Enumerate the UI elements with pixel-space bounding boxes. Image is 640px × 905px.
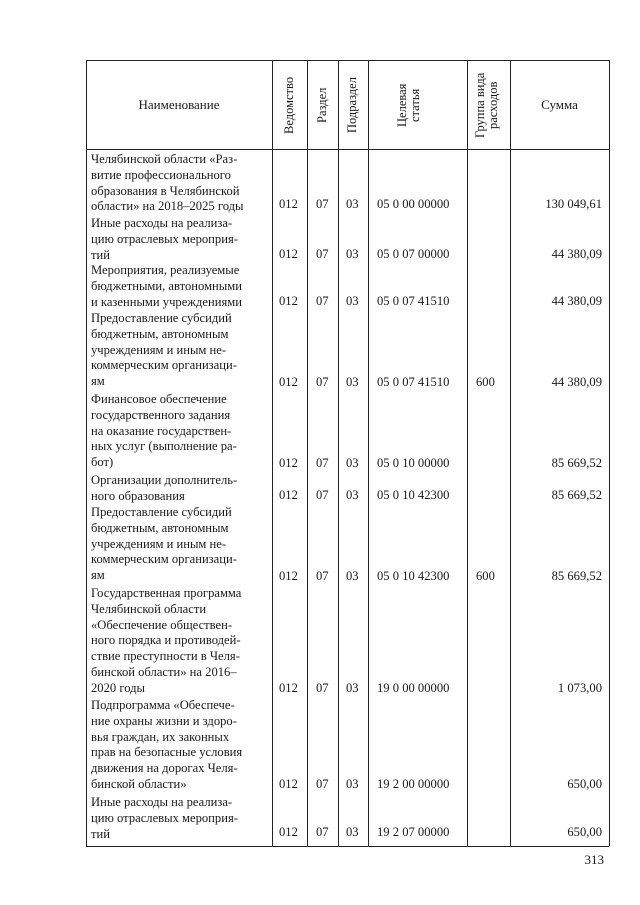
row-podrazdel: 03	[346, 456, 359, 470]
row-target: 05 0 10 42300	[377, 569, 450, 583]
row-target: 05 0 10 42300	[377, 488, 450, 502]
row-podrazdel: 03	[346, 777, 359, 791]
row-razdel: 07	[316, 294, 329, 308]
row-razdel: 07	[316, 825, 329, 839]
row-target: 05 0 07 00000	[377, 247, 450, 261]
col-border	[307, 60, 308, 846]
row-vedomstvo: 012	[279, 825, 298, 839]
row-name: Организации дополнитель- ного образования	[91, 473, 238, 503]
row-podrazdel: 03	[346, 681, 359, 695]
row-razdel: 07	[316, 681, 329, 695]
row-name: Иные расходы на реализа- цию отраслевых мероприя- тий	[91, 795, 238, 841]
row-vedomstvo: 012	[279, 375, 298, 389]
row-target: 05 0 07 41510	[377, 294, 450, 308]
row-name: Мероприятия, реализуемые бюджетными, автономными и казенными учреждениями	[91, 263, 242, 309]
row-name: Предоставление субсидий бюджетным, автономным учреждениям и иным не- коммерческим организаци- ям	[91, 505, 237, 583]
row-podrazdel: 03	[346, 569, 359, 583]
row-vedomstvo: 012	[279, 569, 298, 583]
row-vedomstvo: 012	[279, 456, 298, 470]
row-name: Иные расходы на реализа- цию отраслевых мероприя- тий	[91, 216, 238, 262]
page-number: 313	[584, 852, 604, 867]
row-podrazdel: 03	[346, 197, 359, 211]
row-podrazdel: 03	[346, 375, 359, 389]
row-vedomstvo: 012	[279, 197, 298, 211]
row-vedomstvo: 012	[279, 681, 298, 695]
col-border	[510, 60, 511, 846]
col-border	[467, 60, 468, 846]
row-sum: 650,00	[567, 825, 602, 839]
header-bottom-border	[86, 149, 609, 150]
row-sum: 85 669,52	[551, 456, 602, 470]
header-summa: Сумма	[541, 96, 578, 112]
row-razdel: 07	[316, 247, 329, 261]
row-razdel: 07	[316, 375, 329, 389]
row-podrazdel: 03	[346, 488, 359, 502]
header-celevaya: Целевая статья	[395, 83, 422, 127]
header-razdel: Раздел	[315, 87, 329, 123]
row-group: 600	[476, 375, 495, 389]
col-border	[86, 60, 87, 846]
col-border	[368, 60, 369, 846]
row-vedomstvo: 012	[279, 294, 298, 308]
header-name: Наименование	[138, 96, 220, 112]
row-razdel: 07	[316, 197, 329, 211]
row-name: Подпрограмма «Обеспече- ние охраны жизни и здоро- вья граждан, их законных прав на безопасные условия движения на дорогах Челя- бинской области»	[91, 698, 243, 791]
row-target: 05 0 10 00000	[377, 456, 450, 470]
row-name: Предоставление субсидий бюджетным, автономным учреждениям и иным не- коммерческим организаци- ям	[91, 311, 237, 389]
row-vedomstvo: 012	[279, 247, 298, 261]
row-vedomstvo: 012	[279, 777, 298, 791]
row-sum: 650,00	[567, 777, 602, 791]
row-target: 19 2 07 00000	[377, 825, 450, 839]
row-razdel: 07	[316, 456, 329, 470]
row-podrazdel: 03	[346, 825, 359, 839]
row-name: Челябинской области «Раз- витие профессионального образования в Челябинской области» на 2018–2025 годы	[91, 152, 244, 214]
row-sum: 44 380,09	[551, 375, 602, 389]
row-vedomstvo: 012	[279, 488, 298, 502]
header-podrazdel: Подраздел	[345, 77, 359, 133]
col-border	[609, 60, 610, 846]
col-border	[272, 60, 273, 846]
row-target: 05 0 07 41510	[377, 375, 450, 389]
row-sum: 1 073,00	[557, 681, 602, 695]
row-sum: 44 380,09	[551, 247, 602, 261]
row-razdel: 07	[316, 488, 329, 502]
table-bottom-border	[86, 846, 609, 847]
col-border	[338, 60, 339, 846]
row-target: 05 0 00 00000	[377, 197, 450, 211]
header-vedomstvo: Ведомство	[282, 76, 296, 134]
header-gruppa: Группа вида расходов	[473, 72, 500, 138]
row-group: 600	[476, 569, 495, 583]
row-razdel: 07	[316, 569, 329, 583]
row-sum: 85 669,52	[551, 569, 602, 583]
row-target: 19 2 00 00000	[377, 777, 450, 791]
row-podrazdel: 03	[346, 247, 359, 261]
row-target: 19 0 00 00000	[377, 681, 450, 695]
row-sum: 85 669,52	[551, 488, 602, 502]
row-sum: 44 380,09	[551, 294, 602, 308]
row-sum: 130 049,61	[545, 197, 602, 211]
row-podrazdel: 03	[346, 294, 359, 308]
row-name: Финансовое обеспечение государственного задания на оказание государствен- ных услуг (выполнение ра- бот)	[91, 392, 237, 470]
row-razdel: 07	[316, 777, 329, 791]
row-name: Государственная программа Челябинской области «Обеспечение обществен- ного порядка и противодей- ствие преступности в Челя- бинской области» на 2016– 2020 годы	[91, 586, 242, 695]
